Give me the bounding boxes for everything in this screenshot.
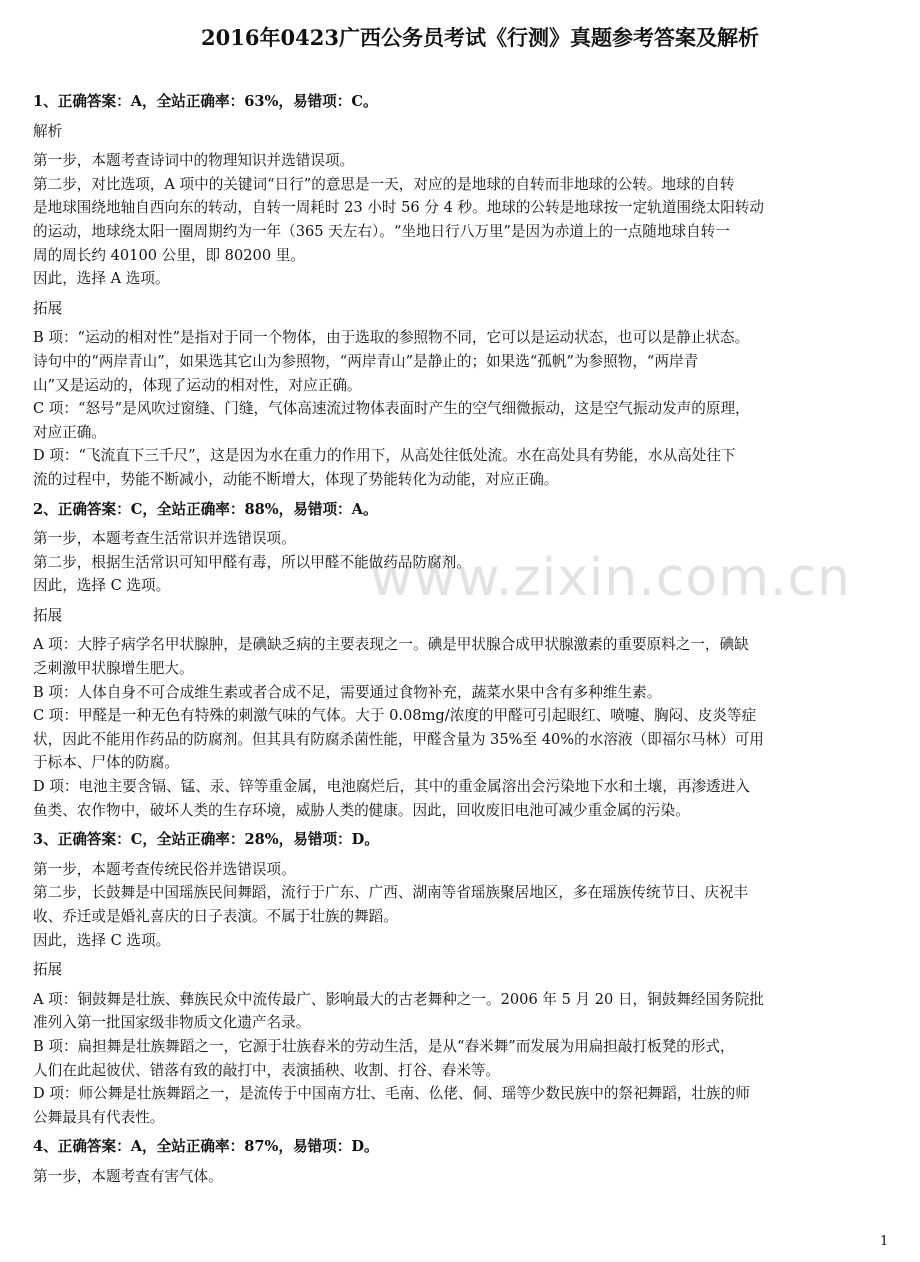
text-line: 的运动，地球绕太阳一圈周期约为一年（365 天左右）。“坐地日行八万里”是因为赤道上的一点随地球自转一 <box>33 222 730 240</box>
text-line: 第二步，对比选项，A 项中的关键词“日行”的意思是一天，对应的是地球的自转而非地球的公转。地球的自转 <box>33 175 735 193</box>
paragraph-group <box>33 858 893 952</box>
text-line: 3、正确答案：C，全站正确率：28%，易错项：D。 <box>33 831 379 849</box>
paragraph-group <box>33 633 893 822</box>
answer-header <box>33 828 893 852</box>
text-line: 诗句中的“两岸青山”，如果选其它山为参照物，“两岸青山”是静止的；如果选“孤帆”为参照物，“两岸青 <box>33 352 699 370</box>
text-line: 拓展 <box>33 606 63 624</box>
text-line: D 项：“飞流直下三千尺”，这是因为水在重力的作用下，从高处往低处流。水在高处具有势能，水从高处往下 <box>33 447 736 465</box>
text-line: 是地球围绕地轴自西向东的转动，自转一周耗时 23 小时 56 分 4 秒。地球的公转是地球按一定轨道围绕太阳转动 <box>33 199 764 217</box>
paragraph-group <box>33 326 893 491</box>
answer-header <box>33 1135 893 1159</box>
text-line: 拓展 <box>33 299 63 317</box>
text-line: 1、正确答案：A，全站正确率：63%，易错项：C。 <box>33 93 378 110</box>
text-line: 4、正确答案：A，全站正确率：87%，易错项：D。 <box>33 1138 379 1156</box>
text-line: 鱼类、农作物中，破坏人类的生存环境，威胁人类的健康。因此，回收废旧电池可减少重金属的污染。 <box>33 801 690 819</box>
text-line: 解析 <box>33 122 63 140</box>
text-line: 因此，选择 C 选项。 <box>33 577 171 595</box>
paragraph-group <box>33 1165 893 1189</box>
paragraph-group <box>33 297 893 321</box>
text-line: 第一步，本题考查生活常识并选错误项。 <box>33 530 296 548</box>
text-line: B 项：“运动的相对性”是指对于同一个物体，由于选取的参照物不同，它可以是运动状态，也可以是静止状态。 <box>33 329 750 347</box>
text-line: 乏刺激甲状腺增生肥大。 <box>33 660 194 678</box>
paragraph-group <box>33 149 893 291</box>
paragraph-group <box>33 988 893 1130</box>
text-line: 准列入第一批国家级非物质文化遗产名录。 <box>33 1014 311 1032</box>
document-title: 2016年0423广西公务员考试《行测》真题参考答案及解析 <box>201 25 759 50</box>
text-line: 拓展 <box>33 961 63 979</box>
text-line: 因此，选择 C 选项。 <box>33 931 171 949</box>
text-line: 流的过程中，势能不断减小，动能不断增大，体现了势能转化为动能，对应正确。 <box>33 470 559 488</box>
paragraph-group <box>33 958 893 982</box>
text-line: 状，因此不能用作药品的防腐剂。但其具有防腐杀菌性能，甲醛含量为 35%至 40%的水溶液（即福尔马林）可用 <box>33 730 764 748</box>
text-line: 2、正确答案：C，全站正确率：88%，易错项：A。 <box>33 500 378 518</box>
text-line: A 项：大脖子病学名甲状腺肿，是碘缺乏病的主要表现之一。碘是甲状腺合成甲状腺激素的重要原料之一，碘缺 <box>33 636 749 654</box>
text-line: C 项：甲醛是一种无色有特殊的刺激气味的气体。大于 0.08mg/浓度的甲醛可引起眼红、喷嚏、胸闷、皮炎等症 <box>33 707 757 725</box>
text-line: 第二步，长鼓舞是中国瑶族民间舞蹈，流行于广东、广西、湖南等省瑶族聚居地区，多在瑶族传统节日、庆祝丰 <box>33 884 749 902</box>
text-line: 周的周长约 40100 公里，即 80200 里。 <box>33 246 305 264</box>
text-line: C 项：“怒号”是风吹过窗缝、门缝，气体高速流过物体表面时产生的空气细微振动，这是空气振动发声的原理， <box>33 400 750 418</box>
watermark: www.zixin.com.cn <box>370 548 851 608</box>
paragraph-group <box>33 604 893 628</box>
text-line: 公舞最具有代表性。 <box>33 1108 165 1126</box>
answer-header <box>33 498 893 522</box>
text-line: 因此，选择 A 选项。 <box>33 270 170 288</box>
text-line: D 项：电池主要含镉、锰、汞、锌等重金属，电池腐烂后，其中的重金属溶出会污染地下水和土壤，再渗透进入 <box>33 778 750 796</box>
text-line: 第一步，本题考查传统民俗并选错误项。 <box>33 860 296 878</box>
paragraph-group <box>33 120 893 144</box>
text-line: B 项：人体自身不可合成维生素或者合成不足，需要通过食物补充，蔬菜水果中含有多种维生素。 <box>33 683 662 701</box>
answer-header <box>33 90 893 114</box>
text-line: 第一步，本题考查诗词中的物理知识并选错误项。 <box>33 152 355 170</box>
text-line: 收、乔迁或是婚礼喜庆的日子表演。不属于壮族的舞蹈。 <box>33 908 398 925</box>
text-line: 山”又是运动的，体现了运动的相对性，对应正确。 <box>33 376 362 394</box>
text-line: 第二步，根据生活常识可知甲醛有毒，所以甲醛不能做药品防腐剂。 <box>33 553 471 571</box>
page-number: 1 <box>880 1234 889 1249</box>
text-line: 对应正确。 <box>33 423 106 441</box>
document-body <box>33 84 893 1189</box>
text-line: D 项：师公舞是壮族舞蹈之一，是流传于中国南方壮、毛南、仫佬、侗、瑶等少数民族中的祭祀舞蹈，壮族的师 <box>33 1085 750 1103</box>
text-line: B 项：扁担舞是壮族舞蹈之一，它源于壮族舂米的劳动生活，是从“舂米舞”而发展为用扁担敲打板凳的形式， <box>33 1037 735 1055</box>
text-line: 人们在此起彼伏、错落有致的敲打中，表演插秧、收割、打谷、舂米等。 <box>33 1061 501 1079</box>
text-line: A 项：铜鼓舞是壮族、彝族民众中流传最广、影响最大的古老舞种之一。2006 年 5 月 20 日，铜鼓舞经国务院批 <box>33 990 764 1008</box>
text-line: 于标本、尸体的防腐。 <box>33 754 179 772</box>
paragraph-group <box>33 527 893 598</box>
text-line: 第一步，本题考查有害气体。 <box>33 1167 223 1185</box>
